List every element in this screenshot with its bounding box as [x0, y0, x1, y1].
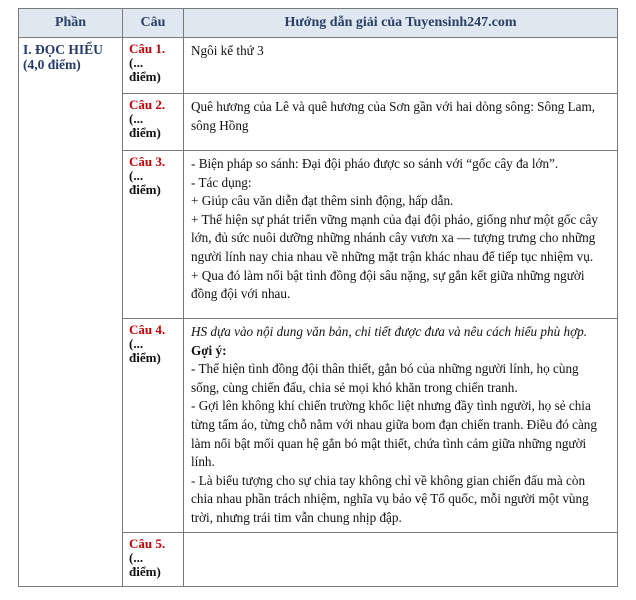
question-score-open: (... — [129, 168, 144, 183]
answer-line: - Là biểu tượng cho sự chia tay không chỉ về không gian chiến đấu mà còn chia nhau phần trách nhiệm, nghĩa vụ bảo vệ Tổ quốc, mỗi người một vùng trời, nhưng trái tim vẫn chung nhịp đập. — [191, 472, 589, 525]
section-title: I. ĐỌC HIỂU — [23, 42, 103, 57]
answer-line: + Thể hiện sự phát triển vững mạnh của đại đội pháo, giống như một gốc cây lớn, đủ sức nuôi dưỡng những nhánh cây vươn xa — tượng trưng cho những người lính nay chia nhau về những mặt trận khác nhau để tiếp tục nhiệm vụ. — [191, 211, 598, 264]
question-label: Câu 4. — [129, 322, 166, 337]
answer-cell — [184, 151, 618, 319]
answer-line: - Tác dụng: — [191, 174, 252, 190]
question-cell — [123, 319, 184, 533]
answer-cell — [184, 38, 618, 94]
question-score-open: (... — [129, 549, 144, 565]
question-score-close: điểm) — [129, 125, 161, 140]
answer-line: - Biện pháp so sánh: Đại đội pháo được so sánh với “gốc cây đa lớn”. — [191, 156, 559, 171]
question-label: Câu 1. — [129, 41, 166, 56]
answer-line: Quê hương của Lê và quê hương của Sơn gần với hai dòng sông: Sông Lam, sông Hồng — [191, 99, 596, 133]
question-score-close: điểm) — [129, 563, 161, 579]
answer-cell — [184, 532, 618, 586]
table-row — [19, 38, 618, 94]
answer-cell — [184, 319, 618, 533]
answer-line: - Gợi lên không khí chiến trường khốc liệt nhưng đầy tình người, họ sẻ chia từng tấm áo, từng chỗ nằm với nhau giữa bom đạn chiến tranh. Điều đó càng làm nổi bật mối quan hệ gắn bó mật thiết, chứa tình cảm giữa những người lính. — [191, 398, 597, 470]
answer-cell — [184, 94, 618, 151]
header-phan: Phần — [19, 9, 123, 38]
answer-line: + Qua đó làm nổi bật tình đồng đội sâu nặng, sự gắn kết giữa những người đồng đội với nhau. — [191, 267, 585, 302]
question-label: Câu 2. — [129, 97, 166, 112]
question-cell — [123, 532, 184, 586]
answer-table — [18, 8, 618, 587]
question-label: Câu 5. — [129, 535, 166, 551]
question-cell — [123, 38, 184, 94]
question-score-open: (... — [129, 55, 144, 70]
answer-line: + Giúp câu văn diễn đạt thêm sinh động, hấp dẫn. — [191, 193, 454, 209]
header-cau: Câu — [123, 9, 184, 38]
question-score-close: điểm) — [129, 350, 161, 365]
question-score-close: điểm) — [129, 69, 161, 84]
answer-hint: Gợi ý: — [191, 342, 227, 358]
question-label: Câu 3. — [129, 154, 166, 169]
question-score-open: (... — [129, 111, 144, 126]
header-row — [19, 9, 618, 38]
answer-line: - Thể hiện tình đồng đội thân thiết, gắn bó của những người lính, họ cùng sống, cùng chiến đấu, chia sẻ mọi khó khăn trong chiến tranh. — [191, 361, 579, 395]
section-cell — [19, 38, 123, 587]
question-score-open: (... — [129, 336, 144, 351]
answer-line: Ngôi kể thứ 3 — [191, 43, 264, 58]
answer-intro: HS dựa vào nội dung văn bản, chi tiết được đưa và nêu cách hiểu phù hợp. — [191, 324, 588, 339]
section-points: (4,0 điểm) — [23, 57, 81, 72]
question-score-close: điểm) — [129, 182, 161, 197]
question-cell — [123, 94, 184, 151]
header-huong-dan: Hướng dẫn giải của Tuyensinh247.com — [184, 9, 618, 38]
question-cell — [123, 151, 184, 319]
